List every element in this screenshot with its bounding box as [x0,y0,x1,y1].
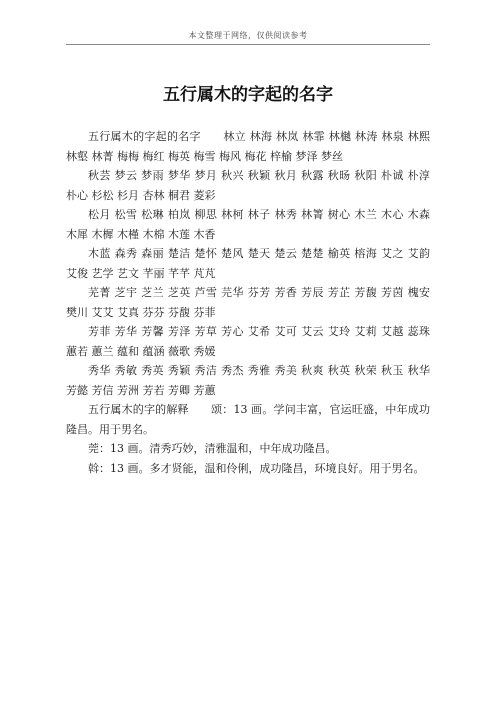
paragraph-name-list-2: 秋芸 梦云 梦雨 梦华 梦月 秋兴 秋颖 秋月 秋露 秋旸 秋阳 朴诚 朴淳 朴心 杉松 杉月 杏林 桐君 菱彩 [66,169,430,202]
document-body [66,127,430,478]
paragraph-explanation-guan: 莞：13 画。清秀巧妙，清雅温和，中年成功隆昌。 [88,442,337,455]
paragraph-name-list-7: 秀华 秀敏 秀英 秀颖 秀洁 秀杰 秀雅 秀美 秋爽 秋英 秋荣 秋玉 秋华 芳懿 芳信 芳洲 芳若 芳卿 芳蕙 [66,364,430,397]
page-header: 本文整理于网络，仅供阅读参考 [66,30,430,45]
paragraph-name-list-5: 芜菁 芝宇 芝兰 芝英 芦雪 芫华 芬芳 芳香 芳辰 芳芷 芳馥 芳茵 槐安 樊川 艾艾 艾真 芬芬 芬馥 芬菲 [66,286,430,319]
paragraph-name-list-4: 木蓝 森秀 森丽 楚洁 楚怀 楚风 楚天 楚云 楚楚 榆英 榕海 艾之 艾韵 艾俊 艺学 艺文 芊丽 芊芊 芃芃 [66,247,430,280]
paragraph-name-list-6: 芳菲 芳华 芳馨 芳泽 芳草 芳心 艾希 艾可 艾云 艾玲 艾莉 艾越 蕊珠 蕙若 蕙兰 蕴和 蕴涵 薇歌 秀媛 [66,325,430,358]
paragraph-name-list-3: 松月 松雪 松琳 柏岚 柳思 林柯 林子 林秀 林箐 树心 木兰 木心 木森 木犀 木樨 木槿 木棉 木莲 木香 [66,208,430,241]
document-title: 五行属木的字起的名字 [163,85,333,105]
paragraph-name-list-1: 五行属木的字起的名字 林立 林海 林岚 林霏 林樾 林涛 林泉 林熙 林壑 林菁 梅梅 梅红 梅英 梅雪 梅风 梅花 梓榆 梦泽 梦丝 [66,130,430,163]
paragraph-explanation-intro: 五行属木的字的解释 颂：13 画。学问丰富，官运旺盛，中年成功隆昌。用于男名。 [66,403,430,436]
paragraph-explanation-wo: 斡：13 画。多才贤能，温和伶俐，成功隆昌，环境良好。用于男名。 [88,461,425,475]
